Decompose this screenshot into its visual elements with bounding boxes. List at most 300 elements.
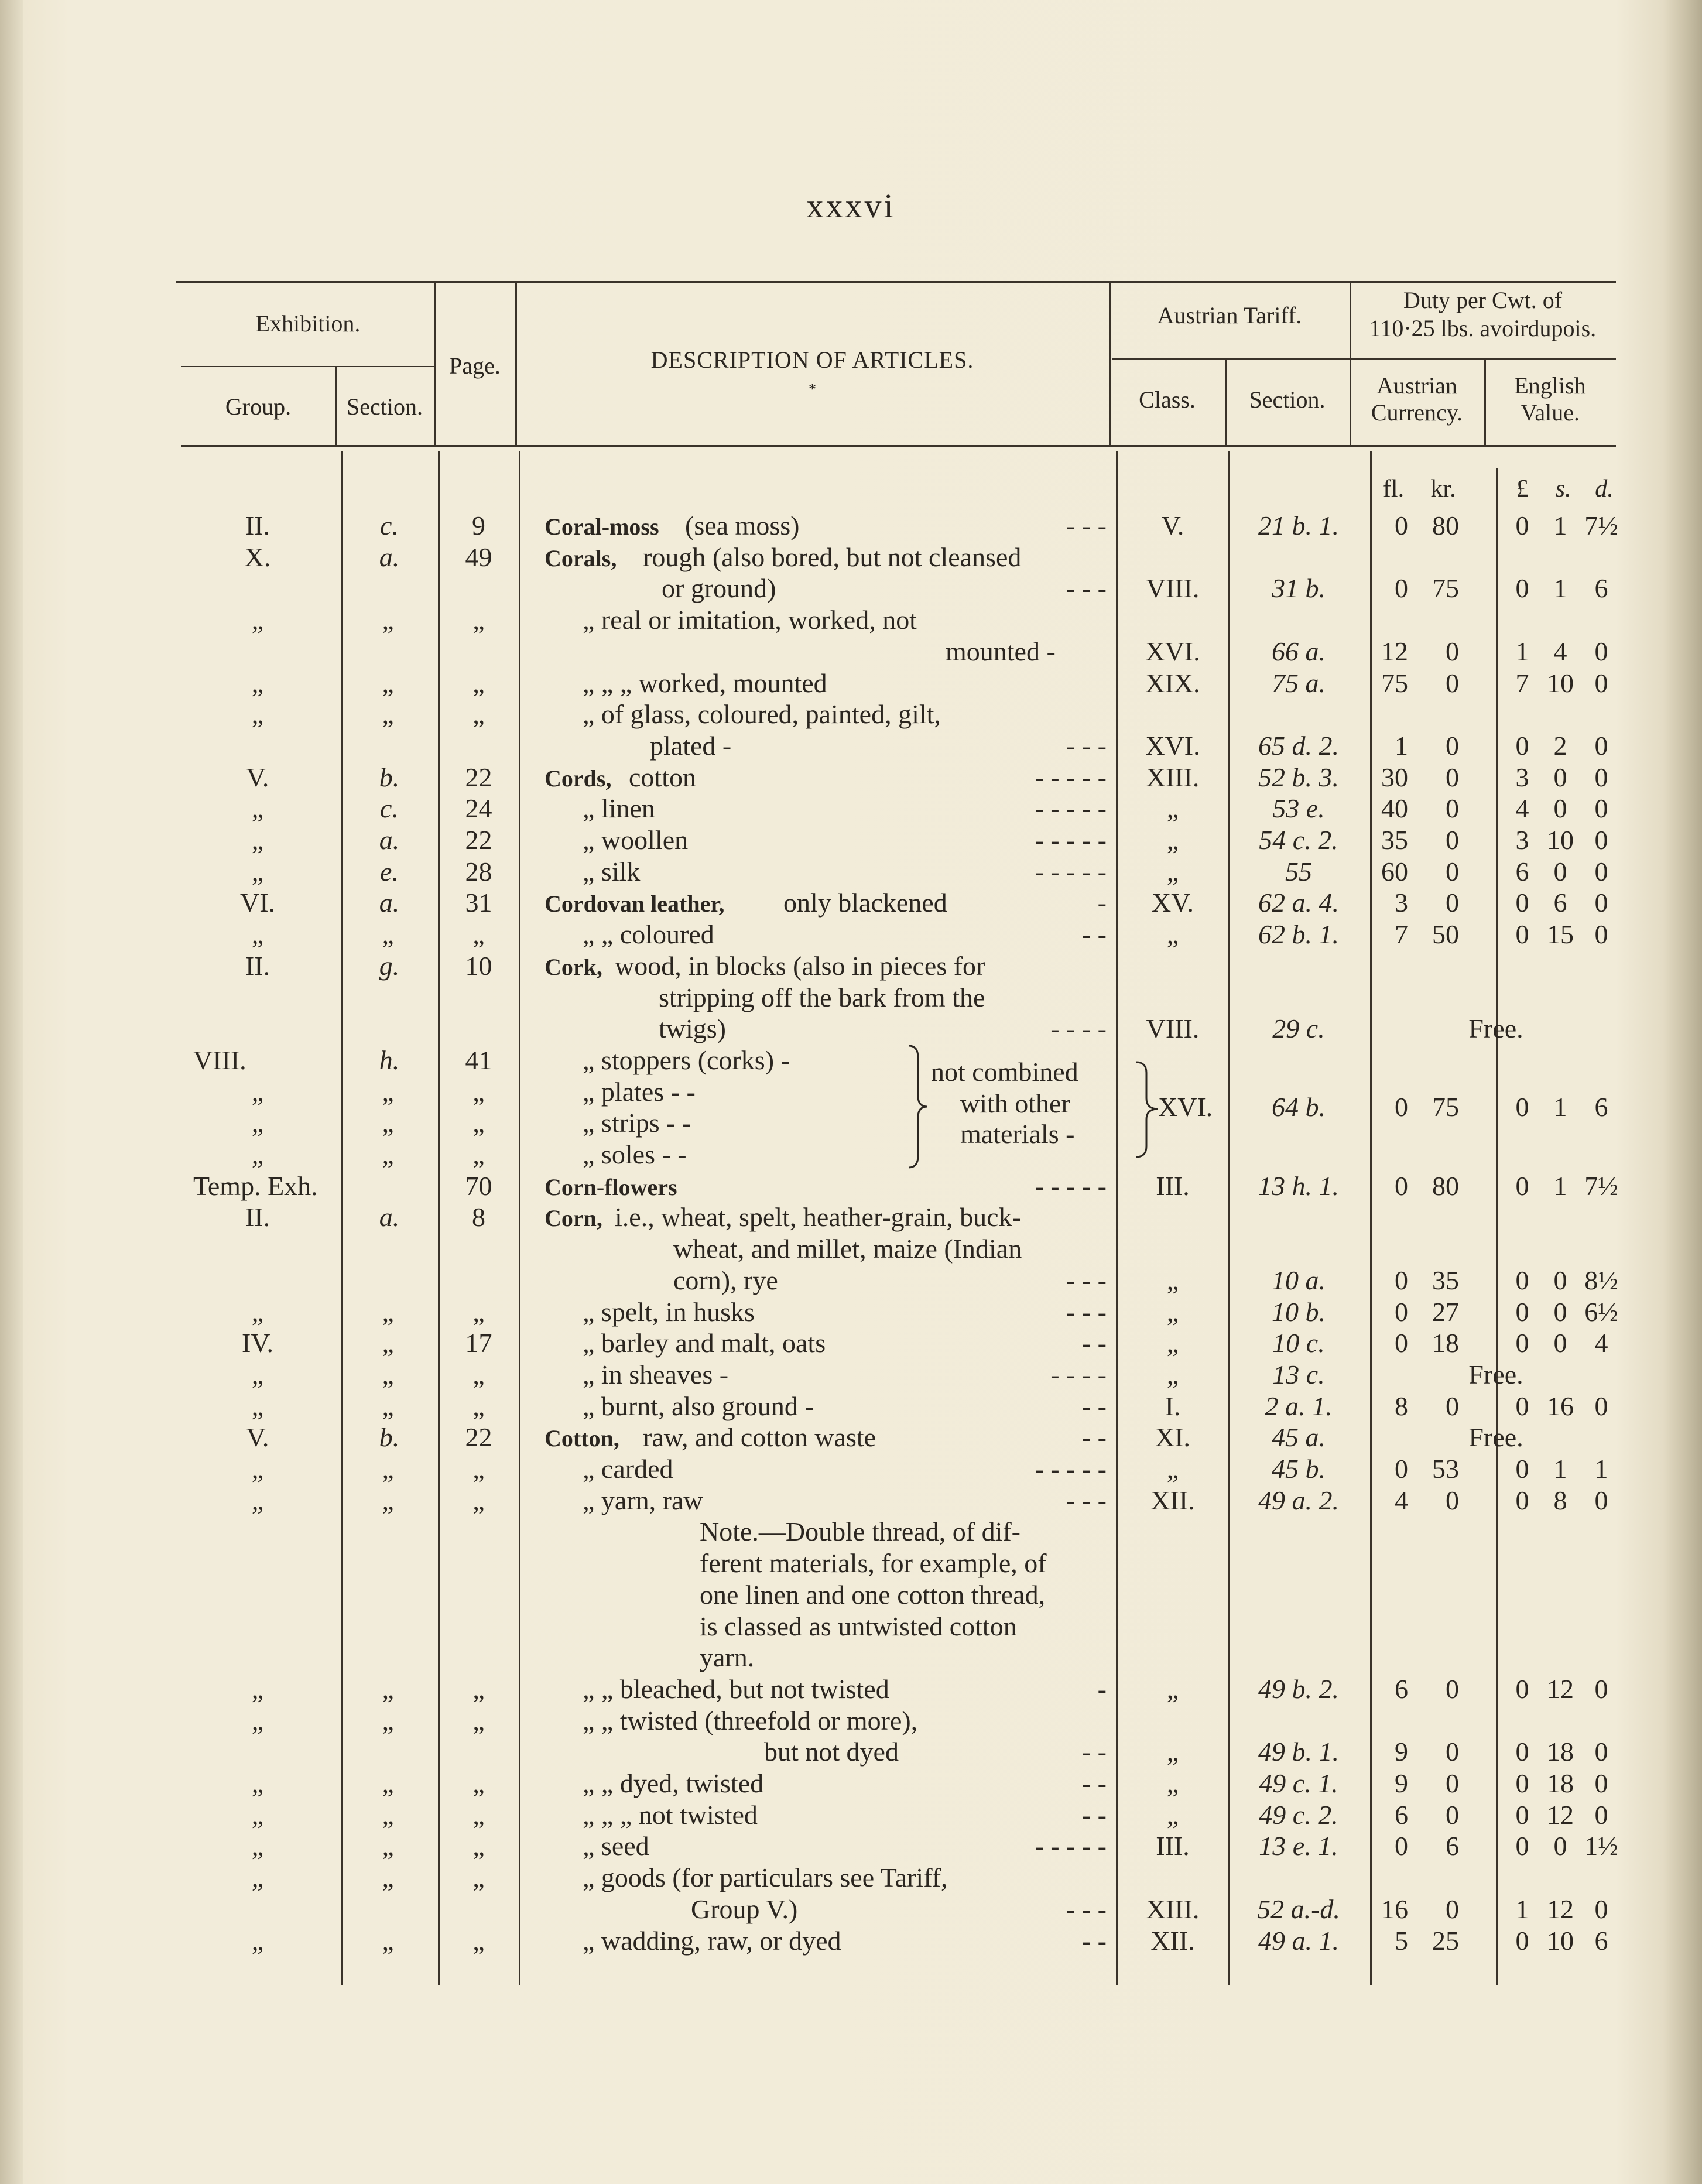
row-section: „ xyxy=(382,605,397,635)
duty-header-line1: Duty per Cwt. of xyxy=(1403,287,1563,313)
row-pound: 0 xyxy=(1515,573,1529,604)
row-section: „ xyxy=(382,1485,397,1515)
row-section: h. xyxy=(379,1045,400,1075)
row-section: „ xyxy=(382,1673,397,1704)
row-fl: 16 xyxy=(1381,1894,1408,1924)
class-header: Class. xyxy=(1139,386,1196,413)
row-description: „ burnt, also ground - xyxy=(583,1391,814,1421)
row-tariff-section: 13 e. 1. xyxy=(1259,1831,1338,1861)
row-tariff-section: 45 b. xyxy=(1272,1454,1326,1484)
row-note: Note.—Double thread, of dif- xyxy=(700,1517,1021,1547)
row-fl: 7 xyxy=(1395,919,1408,950)
row-description: twigs) xyxy=(659,1014,726,1044)
row-shilling: 1 xyxy=(1553,1454,1567,1484)
row-pence: 0 xyxy=(1594,1485,1608,1515)
row-pence: 0 xyxy=(1594,825,1608,855)
row-fl: 0 xyxy=(1395,1328,1408,1358)
row-group: II. xyxy=(245,511,270,540)
row-group: IV. xyxy=(241,1328,274,1358)
row-pound: 3 xyxy=(1515,825,1529,855)
row-tariff-section: 10 b. xyxy=(1272,1296,1326,1327)
row-fl: 9 xyxy=(1395,1737,1408,1767)
row-description: „ stoppers (corks) - xyxy=(583,1045,790,1075)
row-class: „ xyxy=(1166,919,1179,950)
row-group: „ xyxy=(251,1485,264,1515)
row-page: 10 xyxy=(465,950,492,981)
row-fl: 5 xyxy=(1395,1925,1408,1956)
row-class: XIII. xyxy=(1146,762,1200,792)
row-kr: 0 xyxy=(1446,825,1459,855)
row-bold-term: Corals, xyxy=(544,545,617,571)
row-section: „ xyxy=(382,1925,397,1956)
row-description: i.e., wheat, spelt, heather-grain, buck- xyxy=(615,1202,1021,1233)
row-pound: 1 xyxy=(1515,636,1529,666)
row-description: corn), rye xyxy=(673,1265,778,1295)
row-description: „ silk xyxy=(583,856,641,886)
row-pound: 0 xyxy=(1515,1799,1529,1830)
row-section: „ xyxy=(382,1831,397,1861)
row-page: „ xyxy=(472,1705,485,1735)
row-pound: 0 xyxy=(1515,730,1529,761)
row-page: „ xyxy=(472,1673,485,1704)
row-leader-dashes: - - - - - xyxy=(1035,856,1107,886)
row-section: „ xyxy=(382,1768,397,1798)
row-fl: 4 xyxy=(1395,1485,1408,1515)
unit-pence: d. xyxy=(1595,475,1614,502)
row-leader-dashes: - - - - - xyxy=(1035,1831,1107,1861)
row-description: „ wadding, raw, or dyed xyxy=(583,1925,841,1956)
row-section: „ xyxy=(382,1863,397,1893)
row-kr: 18 xyxy=(1432,1328,1459,1358)
row-page: „ xyxy=(472,667,485,698)
row-leader-dashes: - - - - - xyxy=(1035,762,1107,792)
row-kr: 0 xyxy=(1446,762,1459,792)
row-description: „ „ „ worked, mounted xyxy=(583,667,827,698)
row-description: only blackened xyxy=(783,888,947,918)
row-pound: 0 xyxy=(1515,1485,1529,1515)
row-fl: 12 xyxy=(1381,636,1408,666)
row-pence: 6 xyxy=(1594,1925,1608,1956)
binding-shadow xyxy=(0,0,23,2184)
row-class: „ xyxy=(1166,1768,1179,1798)
row-pence: 1 xyxy=(1594,1454,1608,1484)
column-divider xyxy=(1370,451,1372,1985)
row-fl: 30 xyxy=(1381,762,1408,792)
row-pence: 0 xyxy=(1594,1737,1608,1767)
row-leader-dashes: - - xyxy=(1081,919,1107,950)
row-description: „ „ „ not twisted xyxy=(583,1799,758,1830)
row-shilling: 2 xyxy=(1553,730,1567,761)
row-section: „ xyxy=(382,1328,397,1358)
header-bottom-rule xyxy=(181,445,1616,447)
row-note: ferent materials, for example, of xyxy=(700,1548,1047,1579)
row-note: one linen and one cotton thread, xyxy=(700,1579,1046,1610)
row-pence: 0 xyxy=(1594,919,1608,950)
row-section: a. xyxy=(379,542,400,572)
row-pound: 0 xyxy=(1515,888,1529,918)
tariff-section-header: Section. xyxy=(1249,386,1326,413)
row-page: „ xyxy=(472,605,485,635)
row-kr: 0 xyxy=(1446,730,1459,761)
row-pound: 0 xyxy=(1515,1170,1529,1201)
row-page: „ xyxy=(472,1863,485,1893)
row-description: „ yarn, raw xyxy=(583,1485,703,1515)
row-pound: 3 xyxy=(1515,762,1529,792)
row-tariff-section: 54 c. 2. xyxy=(1259,825,1338,855)
brace-icon xyxy=(1133,1060,1160,1159)
row-class: XIII. xyxy=(1146,1894,1200,1924)
row-description: cotton xyxy=(629,762,696,792)
row-leader-dashes: - - - - - xyxy=(1035,1454,1107,1484)
row-class: III. xyxy=(1156,1170,1190,1201)
row-group: „ xyxy=(251,825,264,855)
row-group: „ xyxy=(251,1296,264,1327)
row-tariff-section: 29 c. xyxy=(1272,1014,1325,1044)
row-section: „ xyxy=(382,1799,397,1830)
row-shilling: 0 xyxy=(1553,856,1567,886)
row-leader-dashes: - - - xyxy=(1066,1296,1107,1327)
row-description: „ „ coloured xyxy=(583,919,714,950)
row-pound: 0 xyxy=(1515,1737,1529,1767)
row-page: 17 xyxy=(465,1328,492,1358)
row-fl: 35 xyxy=(1381,825,1408,855)
brace-text-3: materials - xyxy=(960,1119,1075,1149)
row-pound: 0 xyxy=(1515,1391,1529,1421)
row-group: VIII. xyxy=(193,1045,246,1075)
row-tariff-section: 53 e. xyxy=(1272,793,1325,824)
row-group: „ xyxy=(251,1391,264,1421)
row-class: „ xyxy=(1166,1328,1179,1358)
row-tariff-section: 49 b. 1. xyxy=(1258,1737,1339,1767)
row-pence: 8½ xyxy=(1584,1265,1618,1295)
row-group: „ xyxy=(251,1076,264,1107)
row-pence: 0 xyxy=(1594,1673,1608,1704)
row-pence: 7½ xyxy=(1584,1170,1618,1201)
austrian-tariff-header: Austrian Tariff. xyxy=(1157,302,1302,328)
row-description: or ground) xyxy=(662,573,776,604)
row-pence: 4 xyxy=(1594,1328,1608,1358)
row-group: „ xyxy=(251,1863,264,1893)
row-description: Group V.) xyxy=(691,1894,798,1924)
row-section: „ xyxy=(382,667,397,698)
row-pence: 0 xyxy=(1594,730,1608,761)
row-tariff-section: 62 a. 4. xyxy=(1258,888,1339,918)
row-tariff-section: 13 h. 1. xyxy=(1258,1170,1339,1201)
cork-s: 1 xyxy=(1553,1092,1567,1122)
row-class: „ xyxy=(1166,825,1179,855)
row-description: „ in sheaves - xyxy=(583,1359,729,1389)
cork-fl: 0 xyxy=(1395,1092,1408,1122)
row-class: XV. xyxy=(1151,888,1194,918)
row-free: Free. xyxy=(1468,1014,1523,1044)
row-tariff-section: 13 c. xyxy=(1272,1359,1325,1389)
row-bold-term: Cork, xyxy=(544,953,602,980)
row-shilling: 18 xyxy=(1547,1737,1574,1767)
row-section: c. xyxy=(380,793,399,824)
row-bold-term: Corn-flowers xyxy=(544,1173,677,1200)
row-shilling: 12 xyxy=(1547,1799,1574,1830)
row-group: „ xyxy=(251,1108,264,1138)
header-top-rule xyxy=(176,281,1616,283)
austrian-currency-header-2: Currency. xyxy=(1371,399,1463,426)
row-page: „ xyxy=(472,1454,485,1484)
duty-header-line2: 110·25 lbs. avoirdupois. xyxy=(1369,315,1597,341)
row-shilling: 10 xyxy=(1547,825,1574,855)
english-value-header-1: English xyxy=(1514,372,1586,399)
row-page: 22 xyxy=(465,1422,492,1453)
row-tariff-section: 49 a. 2. xyxy=(1258,1485,1339,1515)
row-pound: 0 xyxy=(1515,1296,1529,1327)
row-fl: 60 xyxy=(1381,856,1408,886)
row-note: yarn. xyxy=(700,1642,755,1673)
row-class: III. xyxy=(1156,1831,1190,1861)
row-page: „ xyxy=(472,1768,485,1798)
row-kr: 0 xyxy=(1446,1673,1459,1704)
row-leader-dashes: - - xyxy=(1081,1391,1107,1421)
row-class: „ xyxy=(1166,1799,1179,1830)
row-tariff-section: 31 b. xyxy=(1272,573,1326,604)
row-leader-dashes: - - xyxy=(1081,1737,1107,1767)
row-kr: 0 xyxy=(1446,636,1459,666)
row-group: V. xyxy=(246,1422,269,1453)
unit-shilling: s. xyxy=(1555,475,1571,502)
cork-l: 0 xyxy=(1515,1092,1529,1122)
row-bold-term: Cords, xyxy=(544,765,612,792)
row-page: „ xyxy=(472,1485,485,1515)
row-description: raw, and cotton waste xyxy=(643,1422,876,1453)
row-kr: 27 xyxy=(1432,1296,1459,1327)
row-description: „ plates - - xyxy=(583,1076,696,1107)
row-description: wheat, and millet, maize (Indian xyxy=(673,1234,1022,1264)
row-class: XVI. xyxy=(1145,636,1200,666)
row-page: 28 xyxy=(465,856,492,886)
row-description: wood, in blocks (also in pieces for xyxy=(615,950,985,981)
row-kr: 50 xyxy=(1432,919,1459,950)
row-group: Temp. Exh. xyxy=(193,1170,318,1201)
row-kr: 0 xyxy=(1446,856,1459,886)
row-page: 70 xyxy=(465,1170,492,1201)
row-shilling: 8 xyxy=(1553,1485,1567,1515)
row-page: 22 xyxy=(465,762,492,792)
row-section: „ xyxy=(382,1391,397,1421)
row-class: XVI. xyxy=(1145,730,1200,761)
row-page: 49 xyxy=(465,542,492,572)
row-fl: 40 xyxy=(1381,793,1408,824)
row-page: 41 xyxy=(465,1045,492,1075)
row-class: „ xyxy=(1166,1454,1179,1484)
row-page: „ xyxy=(472,1831,485,1861)
row-description: „ „ dyed, twisted xyxy=(583,1768,764,1798)
row-description: stripping off the bark from the xyxy=(659,982,985,1012)
row-pence: 0 xyxy=(1594,856,1608,886)
row-fl: 75 xyxy=(1381,667,1408,698)
row-group: V. xyxy=(246,762,269,792)
row-group: „ xyxy=(251,1705,264,1735)
row-page: „ xyxy=(472,1108,485,1138)
row-bold-term: Cordovan leather, xyxy=(544,891,725,918)
row-section: e. xyxy=(380,856,399,886)
row-section: „ xyxy=(382,1076,397,1107)
row-tariff-section: 49 c. 2. xyxy=(1259,1799,1338,1830)
row-pound: 0 xyxy=(1515,1454,1529,1484)
row-description: „ soles - - xyxy=(583,1139,687,1169)
exhibition-sub-rule xyxy=(181,366,436,367)
exhibition-header: Exhibition. xyxy=(255,310,361,337)
row-section: „ xyxy=(382,1454,397,1484)
row-tariff-section: 75 a. xyxy=(1272,667,1326,698)
row-shilling: 1 xyxy=(1553,573,1567,604)
row-description: „ of glass, coloured, painted, gilt, xyxy=(583,699,941,730)
row-pound: 0 xyxy=(1515,511,1529,540)
row-group: „ xyxy=(251,1799,264,1830)
row-shilling: 1 xyxy=(1553,511,1567,540)
cork-kr: 75 xyxy=(1432,1092,1459,1122)
row-group: II. xyxy=(245,950,270,981)
row-pence: 0 xyxy=(1594,636,1608,666)
row-pound: 4 xyxy=(1515,793,1529,824)
row-description: plated - xyxy=(650,730,732,761)
row-class: „ xyxy=(1166,1265,1179,1295)
tariff-sub-rule xyxy=(1112,358,1616,360)
row-description: „ carded xyxy=(583,1454,673,1484)
row-page: „ xyxy=(472,1296,485,1327)
row-shilling: 12 xyxy=(1547,1673,1574,1704)
row-fl: 0 xyxy=(1395,1296,1408,1327)
row-tariff-section: 21 b. 1. xyxy=(1258,511,1339,540)
row-fl: 0 xyxy=(1395,1265,1408,1295)
row-pence: 0 xyxy=(1594,793,1608,824)
row-pound: 0 xyxy=(1515,1831,1529,1861)
row-pound: 0 xyxy=(1515,919,1529,950)
brace-icon xyxy=(906,1043,930,1170)
row-page: „ xyxy=(472,919,485,950)
row-leader-dashes: - xyxy=(1097,1673,1107,1704)
row-class: XIX. xyxy=(1145,667,1200,698)
row-leader-dashes: - - - xyxy=(1066,1894,1107,1924)
row-leader-dashes: - - - - - xyxy=(1035,1170,1107,1201)
row-tariff-section: 2 a. 1. xyxy=(1265,1391,1333,1421)
row-kr: 80 xyxy=(1432,1170,1459,1201)
row-class: „ xyxy=(1166,856,1179,886)
row-section: „ xyxy=(382,1359,397,1389)
row-fl: 3 xyxy=(1395,888,1408,918)
row-group: „ xyxy=(251,1831,264,1861)
row-fl: 9 xyxy=(1395,1768,1408,1798)
row-pence: 0 xyxy=(1594,667,1608,698)
row-shilling: 1 xyxy=(1553,1170,1567,1201)
row-shilling: 6 xyxy=(1553,888,1567,918)
column-divider xyxy=(519,451,520,1985)
row-group: „ xyxy=(251,605,264,635)
row-pound: 0 xyxy=(1515,1673,1529,1704)
row-page: „ xyxy=(472,1076,485,1107)
english-value-header-2: Value. xyxy=(1520,399,1580,426)
row-leader-dashes: - - - - xyxy=(1050,1359,1107,1389)
row-section: a. xyxy=(379,888,400,918)
row-section: „ xyxy=(382,919,397,950)
row-page: „ xyxy=(472,699,485,730)
page-number: xxxvi xyxy=(806,187,896,225)
row-kr: 0 xyxy=(1446,793,1459,824)
row-kr: 0 xyxy=(1446,1391,1459,1421)
row-group: „ xyxy=(251,1673,264,1704)
unit-kreuzer: kr. xyxy=(1430,475,1456,502)
row-tariff-section: 49 c. 1. xyxy=(1259,1768,1338,1798)
row-kr: 0 xyxy=(1446,1894,1459,1924)
row-description: „ strips - - xyxy=(583,1108,691,1138)
row-leader-dashes: - xyxy=(1097,888,1107,918)
cork-class: XVI. xyxy=(1158,1092,1213,1122)
row-shilling: 4 xyxy=(1553,636,1567,666)
row-leader-dashes: - - xyxy=(1081,1925,1107,1956)
row-page: 31 xyxy=(465,888,492,918)
brace-text-2: with other xyxy=(960,1088,1070,1118)
row-kr: 53 xyxy=(1432,1454,1459,1484)
brace-text-1: not combined xyxy=(931,1057,1078,1087)
row-shilling: 16 xyxy=(1547,1391,1574,1421)
row-description: „ spelt, in husks xyxy=(583,1296,755,1327)
row-leader-dashes: - - - xyxy=(1066,1265,1107,1295)
row-description: „ barley and malt, oats xyxy=(583,1328,826,1358)
row-pence: 0 xyxy=(1594,1768,1608,1798)
row-class: VIII. xyxy=(1146,1014,1200,1044)
row-group: „ xyxy=(251,667,264,698)
row-class: „ xyxy=(1166,1737,1179,1767)
row-group: „ xyxy=(251,1454,264,1484)
row-kr: 0 xyxy=(1446,1768,1459,1798)
row-leader-dashes: - - xyxy=(1081,1328,1107,1358)
row-bold-term: Corn, xyxy=(544,1205,602,1232)
row-page: 22 xyxy=(465,825,492,855)
page-header: Page. xyxy=(449,352,501,379)
row-description: „ „ bleached, but not twisted xyxy=(583,1673,889,1704)
unit-pound: £ xyxy=(1516,475,1529,502)
row-tariff-section: 62 b. 1. xyxy=(1258,919,1339,950)
row-pound: 6 xyxy=(1515,856,1529,886)
row-class: XI. xyxy=(1155,1422,1191,1453)
row-page: „ xyxy=(472,1799,485,1830)
row-kr: 0 xyxy=(1446,1799,1459,1830)
cork-d: 6 xyxy=(1594,1092,1608,1122)
row-pence: 0 xyxy=(1594,1799,1608,1830)
row-group: II. xyxy=(245,1202,270,1233)
row-pound: 7 xyxy=(1515,667,1529,698)
row-group: X. xyxy=(244,542,271,572)
row-leader-dashes: - - - - xyxy=(1050,1014,1107,1044)
row-pence: 0 xyxy=(1594,762,1608,792)
section-header: Section. xyxy=(347,393,423,420)
row-fl: 0 xyxy=(1395,511,1408,540)
row-fl: 0 xyxy=(1395,573,1408,604)
row-pence: 6½ xyxy=(1584,1296,1618,1327)
row-shilling: 0 xyxy=(1553,1328,1567,1358)
row-tariff-section: 52 b. 3. xyxy=(1258,762,1339,792)
row-class: V. xyxy=(1161,511,1184,540)
row-fl: 0 xyxy=(1395,1454,1408,1484)
row-kr: 0 xyxy=(1446,888,1459,918)
row-shilling: 0 xyxy=(1553,762,1567,792)
row-description: rough (also bored, but not cleansed xyxy=(643,542,1022,572)
description-header: DESCRIPTION OF ARTICLES. xyxy=(650,347,974,373)
row-leader-dashes: - - - xyxy=(1066,573,1107,604)
row-section: a. xyxy=(379,1202,400,1233)
row-tariff-section: 49 a. 1. xyxy=(1258,1925,1339,1956)
row-class: „ xyxy=(1166,793,1179,824)
row-leader-dashes: - - - - - xyxy=(1035,793,1107,824)
row-tariff-section: 45 a. xyxy=(1272,1422,1326,1453)
row-group: „ xyxy=(251,856,264,886)
row-group: „ xyxy=(251,919,264,950)
